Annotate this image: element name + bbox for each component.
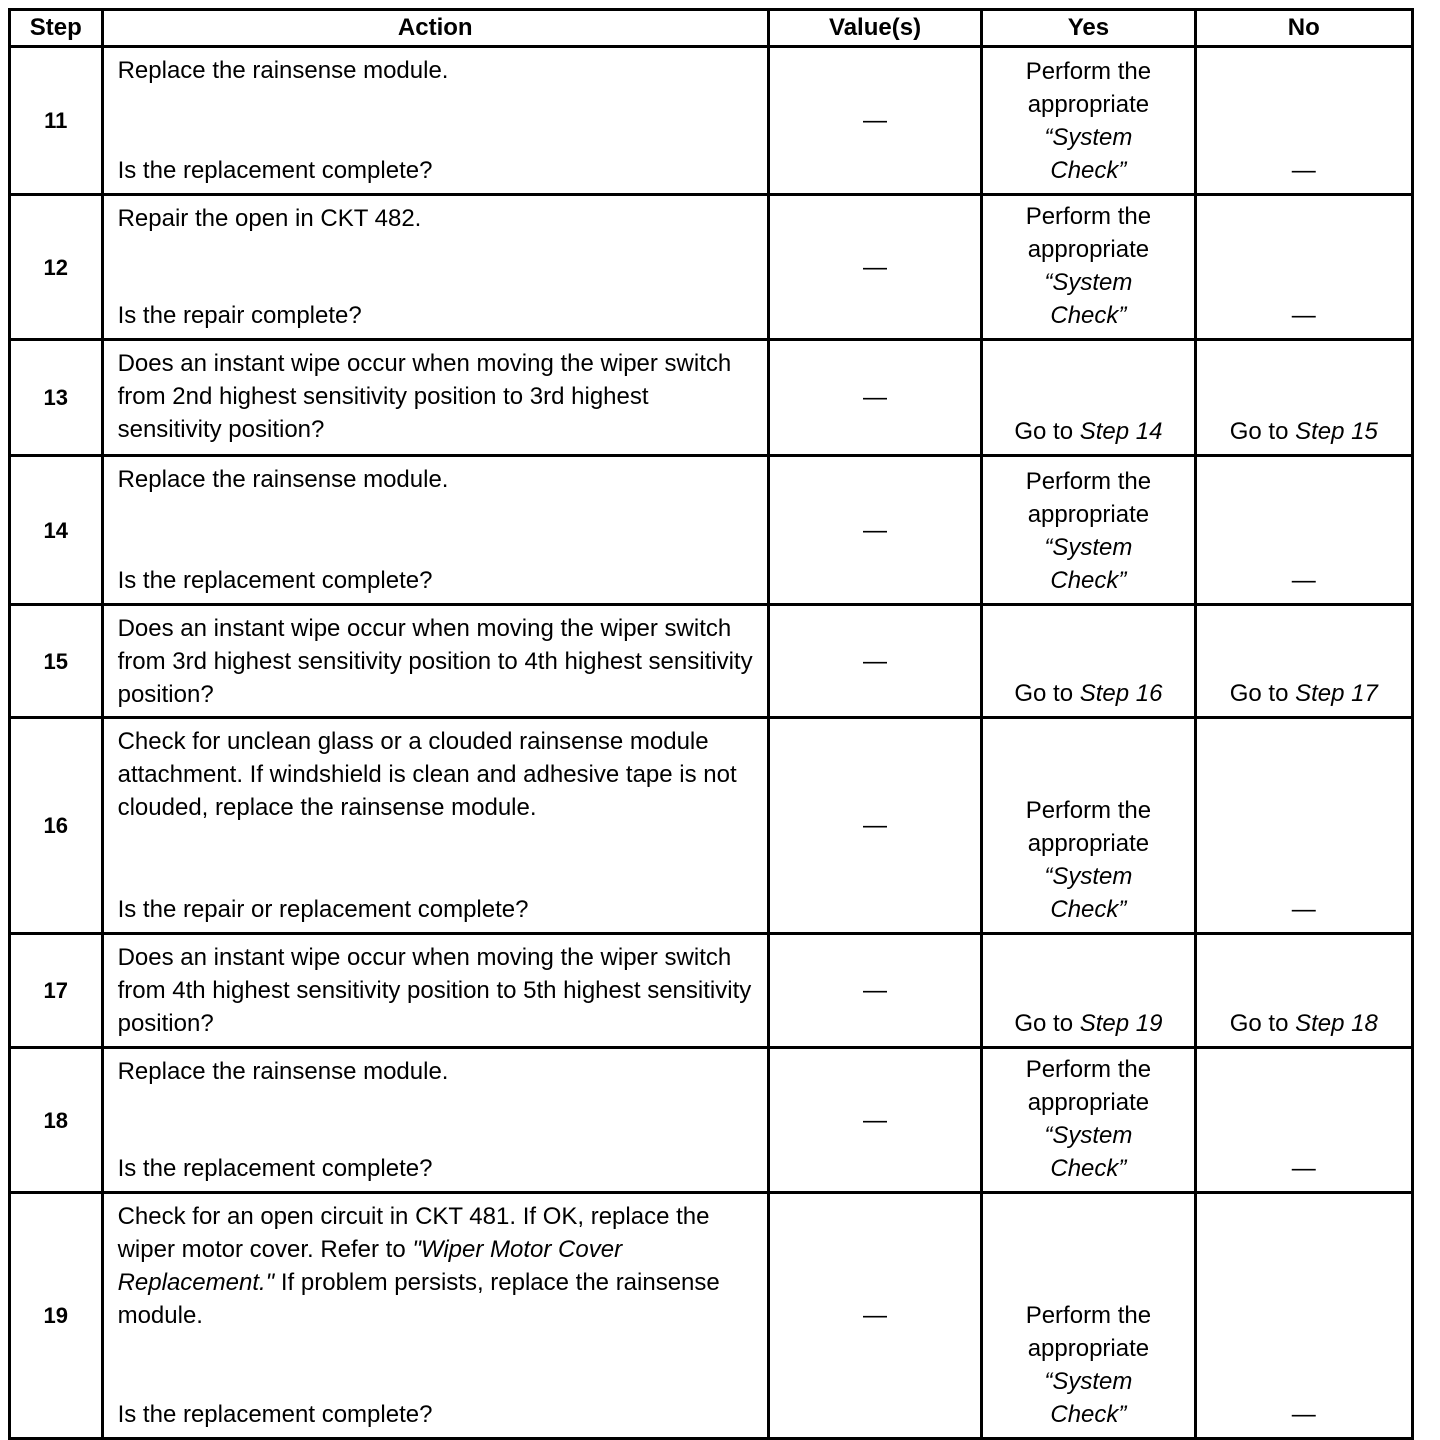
- no-cell: [1195, 1048, 1412, 1193]
- yes-system-check-line: appropriate: [1027, 830, 1150, 857]
- no-cell: [1195, 340, 1412, 456]
- values-cell: [768, 47, 981, 195]
- header-row: [10, 10, 1413, 47]
- header-action: Action: [102, 10, 768, 47]
- action-instruction: Does an instant wipe occur when moving the wiper switch from 2nd highest sensitivity position to 3rd highest sensitivity position?: [117, 350, 732, 443]
- action-instruction: Check for unclean glass or a clouded rainsense module attachment. If windshield is clean and adhesive tape is not clouded, replace the rainsense module.: [117, 728, 737, 821]
- action-cell: [102, 1193, 768, 1439]
- table-row: [10, 1048, 1413, 1193]
- no-dash: —: [1291, 302, 1316, 329]
- goto-prefix: Go to: [1229, 418, 1296, 445]
- values-dash: —: [863, 812, 888, 839]
- action-text: [118, 54, 757, 87]
- goto-prefix: Go to: [1014, 680, 1080, 707]
- table-body: [10, 47, 1413, 1439]
- action-text-part: Check for an open circuit in CKT 481. If OK, replace the wiper motor cover. Refer to: [117, 1203, 710, 1263]
- yes-system-check-line: Perform the: [1025, 203, 1152, 230]
- action-text: [118, 725, 757, 824]
- action-cell: [102, 605, 768, 718]
- action-instruction: Replace the rainsense module.: [117, 466, 449, 493]
- action-question: Is the replacement complete?: [117, 157, 433, 184]
- table-row: [10, 456, 1413, 605]
- action-question: Is the replacement complete?: [117, 1401, 433, 1428]
- action-instruction: Does an instant wipe occur when moving the wiper switch from 3rd highest sensitivity position to 4th highest sensitivity position?: [117, 615, 753, 708]
- action-cell: [102, 934, 768, 1048]
- yes-cell: [982, 47, 1195, 195]
- no-goto: [1197, 677, 1411, 710]
- yes-system-check-line: Perform the: [1025, 1056, 1152, 1083]
- goto-prefix: Go to: [1014, 1010, 1080, 1037]
- yes-system-check-line: “System: [1044, 1368, 1133, 1395]
- action-content: [118, 463, 757, 597]
- no-cell: [1195, 934, 1412, 1048]
- yes-cell: [982, 1193, 1195, 1439]
- action-question: Is the repair or replacement complete?: [117, 896, 529, 923]
- yes-cell: [982, 718, 1195, 934]
- values-cell: [768, 605, 981, 718]
- table-row: [10, 718, 1413, 934]
- action-text: [118, 612, 757, 711]
- values-cell: [768, 195, 981, 340]
- action-text: [118, 1055, 757, 1088]
- action-text: [118, 941, 757, 1040]
- yes-system-check-line: “System: [1044, 1122, 1133, 1149]
- no-cell: [1195, 718, 1412, 934]
- table-row: [10, 1193, 1413, 1439]
- values-cell: [768, 1048, 981, 1193]
- action-content: [118, 54, 757, 187]
- yes-system-check-line: Perform the: [1025, 468, 1152, 495]
- header-no: No: [1195, 10, 1412, 47]
- action-cell: [102, 340, 768, 456]
- values-dash: —: [863, 516, 888, 544]
- step-number: 12: [10, 195, 103, 340]
- goto-step-link[interactable]: Step 16: [1079, 680, 1163, 707]
- values-cell: [768, 340, 981, 456]
- no-cell: [1195, 605, 1412, 718]
- action-content: [118, 1055, 757, 1185]
- action-text: [118, 347, 757, 446]
- values-cell: [768, 718, 981, 934]
- yes-system-check-line: “System: [1044, 124, 1133, 151]
- values-dash: —: [863, 977, 888, 1004]
- yes-cell: [982, 456, 1195, 605]
- no-cell: [1195, 456, 1412, 605]
- action-text: [118, 202, 757, 235]
- goto-step-link[interactable]: Step 17: [1295, 680, 1378, 707]
- values-dash: —: [863, 1302, 888, 1329]
- yes-goto: [983, 1007, 1193, 1040]
- yes-system-check-line: “System: [1044, 534, 1133, 561]
- action-content: [118, 1200, 757, 1431]
- action-question: Is the repair complete?: [117, 302, 362, 329]
- yes-system-check-line: Check”: [1050, 1401, 1127, 1428]
- table-row: [10, 605, 1413, 718]
- values-cell: [768, 1193, 981, 1439]
- action-reference: "Wiper Motor Cover Replacement.": [117, 1236, 623, 1296]
- action-text-part: If problem persists, replace the rainsense module.: [117, 1269, 720, 1329]
- values-dash: —: [863, 384, 888, 411]
- no-goto: [1197, 1007, 1411, 1040]
- table-row: [10, 934, 1413, 1048]
- yes-system-check-line: appropriate: [1027, 1335, 1150, 1362]
- action-content: [118, 612, 757, 710]
- step-number: 16: [10, 718, 103, 934]
- yes-system-check-line: appropriate: [1027, 91, 1150, 118]
- step-number: 14: [10, 456, 103, 605]
- action-question: Is the replacement complete?: [117, 1155, 433, 1182]
- yes-cell: [982, 605, 1195, 718]
- yes-system-check-line: Check”: [1050, 896, 1127, 923]
- action-cell: [102, 47, 768, 195]
- yes-cell: [982, 934, 1195, 1048]
- action-content: [118, 941, 757, 1040]
- values-cell: [768, 934, 981, 1048]
- action-cell: [102, 718, 768, 934]
- yes-system-check-line: Check”: [1050, 302, 1127, 329]
- action-instruction: Repair the open in CKT 482.: [117, 205, 422, 232]
- diagnostic-table: [8, 8, 1414, 1440]
- goto-step-link[interactable]: Step 15: [1295, 418, 1378, 445]
- header-yes: Yes: [982, 10, 1195, 47]
- yes-system-check-line: appropriate: [1027, 236, 1150, 263]
- action-text: [118, 463, 757, 496]
- yes-system-check-line: Check”: [1050, 567, 1127, 594]
- goto-prefix: Go to: [1229, 680, 1296, 707]
- yes-system-check-line: Perform the: [1025, 797, 1152, 824]
- step-number: 18: [10, 1048, 103, 1193]
- goto-prefix: Go to: [1229, 1010, 1296, 1037]
- step-number: 19: [10, 1193, 103, 1439]
- values-cell: [768, 456, 981, 605]
- values-dash: —: [863, 647, 888, 675]
- yes-cell: [982, 1048, 1195, 1193]
- step-number: 11: [10, 47, 103, 195]
- table-row: [10, 47, 1413, 195]
- action-content: [118, 725, 757, 926]
- action-instruction: Replace the rainsense module.: [117, 1058, 449, 1085]
- yes-cell: [982, 195, 1195, 340]
- yes-system-check-line: Perform the: [1025, 58, 1152, 85]
- yes-system-check-line: “System: [1044, 863, 1133, 890]
- action-content: [118, 202, 757, 332]
- no-cell: [1195, 47, 1412, 195]
- no-dash: —: [1291, 157, 1316, 184]
- goto-step-link[interactable]: Step 14: [1079, 418, 1163, 445]
- yes-goto: [983, 677, 1193, 710]
- yes-system-check-line: “System: [1044, 269, 1133, 296]
- yes-system-check-line: appropriate: [1027, 501, 1150, 528]
- values-dash: —: [863, 1106, 888, 1134]
- action-text: [118, 1200, 757, 1332]
- yes-system-check-line: Check”: [1050, 1155, 1127, 1182]
- values-dash: —: [863, 107, 888, 134]
- yes-cell: [982, 340, 1195, 456]
- table-row: [10, 340, 1413, 456]
- goto-prefix: Go to: [1014, 418, 1080, 445]
- header-step: Step: [10, 10, 103, 47]
- action-instruction: Replace the rainsense module.: [117, 57, 449, 84]
- table-row: [10, 195, 1413, 340]
- goto-step-link[interactable]: Step 18: [1295, 1010, 1378, 1037]
- no-cell: [1195, 195, 1412, 340]
- goto-step-link[interactable]: Step 19: [1079, 1010, 1163, 1037]
- yes-goto: [983, 415, 1193, 448]
- step-number: 17: [10, 934, 103, 1048]
- action-instruction: Does an instant wipe occur when moving the wiper switch from 4th highest sensitivity position to 5th highest sensitivity position?: [117, 944, 752, 1037]
- step-number: 13: [10, 340, 103, 456]
- yes-system-check-line: Perform the: [1025, 1302, 1152, 1329]
- yes-system-check-line: Check”: [1050, 157, 1127, 184]
- no-dash: —: [1291, 1155, 1316, 1182]
- action-cell: [102, 456, 768, 605]
- no-cell: [1195, 1193, 1412, 1439]
- action-content: [118, 347, 757, 448]
- action-cell: [102, 195, 768, 340]
- header-values: Value(s): [768, 10, 981, 47]
- no-dash: —: [1291, 1401, 1316, 1428]
- values-dash: —: [863, 253, 888, 281]
- yes-system-check-line: appropriate: [1027, 1089, 1150, 1116]
- action-question: Is the replacement complete?: [117, 567, 433, 594]
- no-dash: —: [1291, 896, 1316, 923]
- step-number: 15: [10, 605, 103, 718]
- action-cell: [102, 1048, 768, 1193]
- no-goto: [1197, 415, 1411, 448]
- no-dash: —: [1291, 567, 1316, 594]
